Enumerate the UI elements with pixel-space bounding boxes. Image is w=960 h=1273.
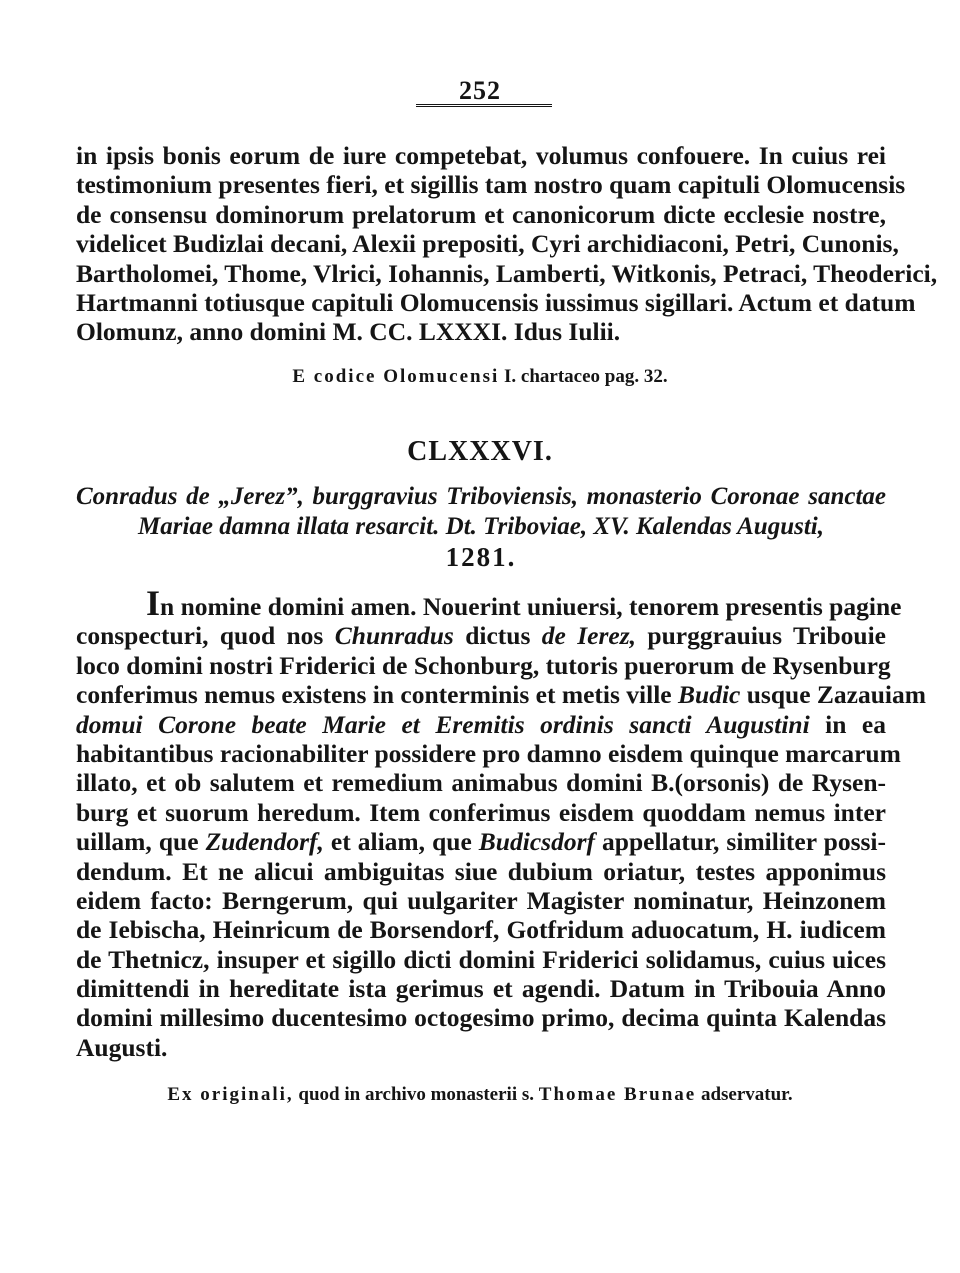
text-line: eidem facto: Berngerum, qui uulgariter Magister nominatur, Heinzonem: [76, 885, 886, 915]
page-number: 252: [459, 76, 501, 105]
text-line: domui Corone beate Marie et Eremitis ordinis sancti Augustini in ea: [76, 709, 886, 739]
body-paragraph: [76, 583, 926, 1062]
text-line: In nomine domini amen. Nouerint uniuersi, tenorem presentis pagine: [146, 583, 902, 623]
text-line: Augusti.: [76, 1032, 168, 1062]
text-line: domini millesimo ducentesimo octogesimo primo, decima quinta Kalendas: [76, 1003, 886, 1033]
text-line: de consensu dominorum prelatorum et canonicorum dicte ecclesie nostre,: [76, 199, 886, 229]
text-line: in ipsis bonis eorum de iure competebat, volumus confouere. In cuius rei: [76, 141, 886, 170]
text-line: Hartmanni totiusque capituli Olomucensis iussimus sigillari. Actum et datum: [76, 287, 916, 317]
text-line: loco domini nostri Friderici de Schonburg, tutoris puerorum de Rysenburg: [76, 650, 891, 680]
place-name: Budicsdorf: [478, 827, 595, 857]
document-summary: [76, 482, 886, 573]
text-line: conferimus nemus existens in conterminis et metis ville Budic usque Zazauiam: [76, 680, 926, 710]
text-line: de Iebischa, Heinricum de Borsendorf, Gotfridum aduocatum, H. iudicem: [76, 915, 886, 945]
text-line: de Thetnicz, insuper et sigillo dicti domini Friderici solidamus, cuius uices: [76, 944, 886, 974]
text-line: testimonium presentes fieri, et sigillis tam nostro quam capituli Olomucensis: [76, 170, 906, 200]
place-name: Budic: [678, 680, 741, 710]
institution-name: domui Corone beate Marie et Eremitis ordinis sancti Augustini: [76, 709, 810, 739]
text-line: conspecturi, quod nos Chunradus dictus de Ierez, purggrauius Tribouie: [76, 621, 886, 651]
document-number: CLXXXVI.: [407, 436, 553, 467]
source-note-2: Ex originali, quod in archivo monasterii s. Thomae Brunae adservatur.: [167, 1084, 793, 1105]
summary-line: Conradus de „Jerez”, burggravius Triboviensis, monasterio Coronae sanctae: [76, 483, 886, 510]
text-line: Olomunz, anno domini M. CC. LXXXI. Idus Iulii.: [76, 317, 621, 347]
text-line: habitantibus racionabiliter possidere pro damno eisdem quinque marcarum: [76, 738, 901, 768]
summary-line: Mariae damna illata resarcit. Dt. Triboviae, XV. Kalendas Augusti,: [138, 512, 824, 540]
page-number-rule: [416, 104, 552, 107]
text-line: Bartholomei, Thome, Vlrici, Iohannis, Lamberti, Witkonis, Petraci, Theoderici,: [76, 258, 938, 288]
source-note-1-codex: E codice Olomucensi: [292, 366, 500, 387]
place-name: Zudendorf,: [205, 827, 324, 857]
source-note-1: [0, 366, 960, 388]
source-note-1-rest: I. chartaceo pag. 32.: [504, 366, 668, 387]
person-name: Chunradus: [334, 621, 454, 651]
initial-letter: I: [146, 583, 161, 623]
text-line: burg et suorum heredum. Item conferimus eisdem quoddam nemus inter: [76, 797, 886, 827]
place-name: de Ierez,: [541, 621, 637, 651]
text-line: illato, et ob salutem et remedium animabus domini B.(orsonis) de Rysen-: [76, 768, 886, 798]
top-paragraph: [76, 141, 938, 347]
text-line: videlicet Budizlai decani, Alexii prepositi, Cyri archidiaconi, Petri, Cunonis,: [76, 229, 899, 259]
text-line: dimittendi in hereditate ista gerimus et agendi. Datum in Tribouia Anno: [76, 974, 886, 1004]
text-line: dendum. Et ne alicui ambiguitas siue dubium oriatur, testes apponimus: [76, 856, 886, 886]
summary-year: 1281.: [445, 542, 517, 572]
text-line: uillam, que Zudendorf, et aliam, que Budicsdorf appellatur, similiter possi-: [76, 827, 886, 857]
